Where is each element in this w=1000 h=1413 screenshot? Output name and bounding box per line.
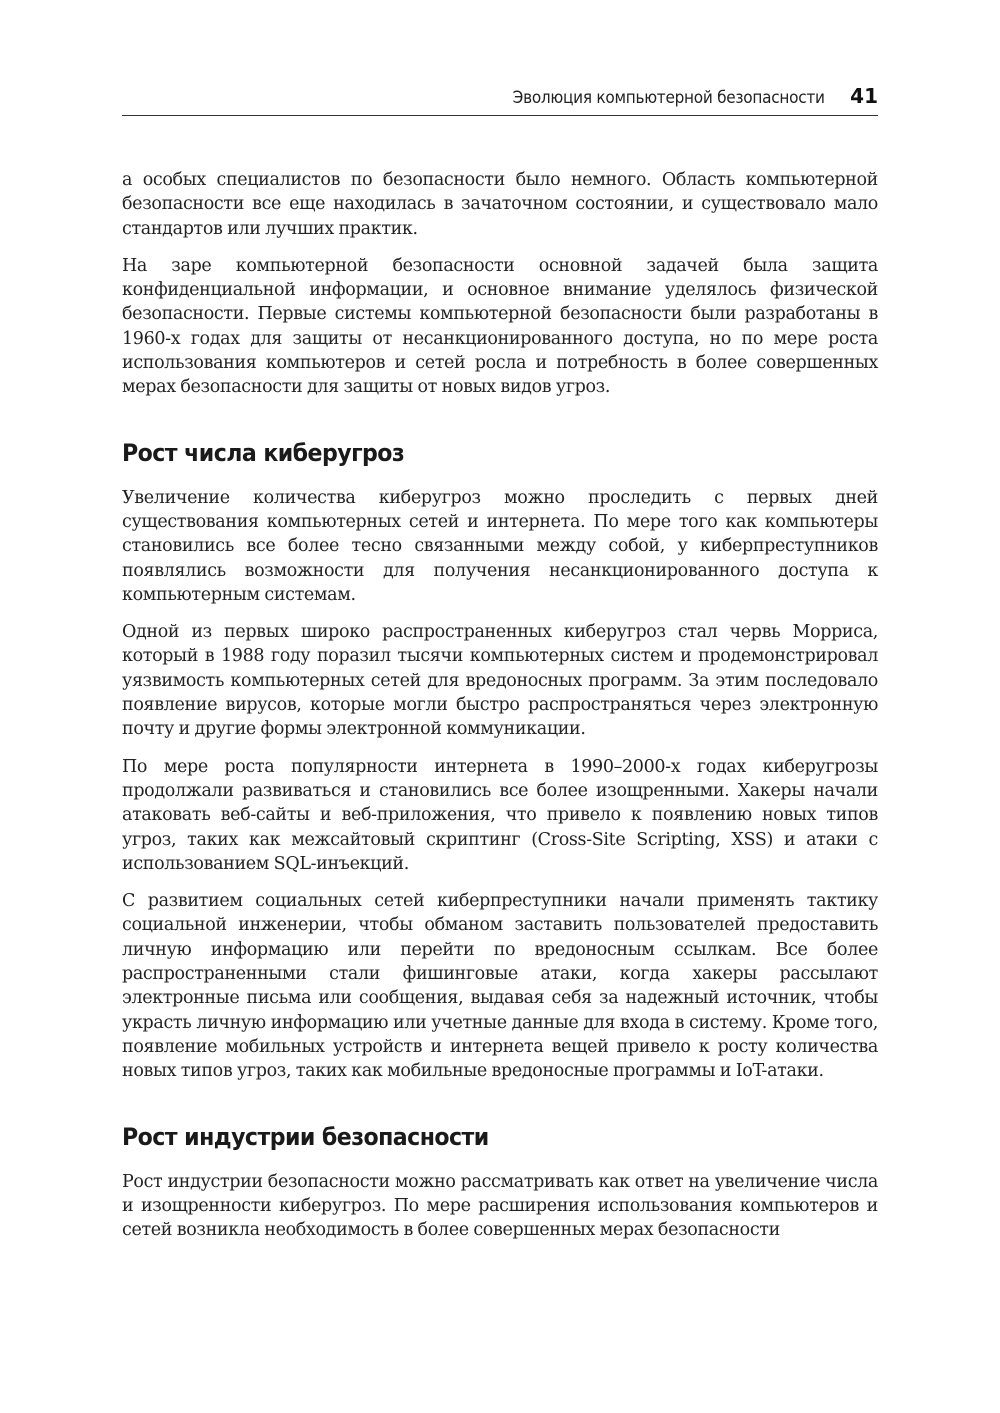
page-body bbox=[122, 168, 878, 1255]
paragraph: Одной из первых широко распространенных киберугроз стал червь Морриса, который в 1988 году поразил тысячи компьютерных систем и продемонстрировал уязвимость компьютерных сетей для вредоносных программ. За этим последовало появление вирусов, которые могли быстро распространяться через электронную почту и другие формы электронной коммуникации. bbox=[122, 622, 878, 740]
paragraph: а особых специалистов по безопасности было немного. Область компьютерной безопасности все еще находилась в зачаточном состоянии, и существовало мало стандартов или лучших практик. bbox=[122, 170, 878, 239]
page-number: 41 bbox=[850, 84, 878, 108]
section-heading: Рост числа киберугроз bbox=[122, 438, 405, 467]
header-rule bbox=[122, 115, 878, 116]
paragraph: С развитием социальных сетей киберпреступники начали применять тактику социальной инженерии, чтобы обманом заставить пользователей предоставить личную информацию или перейти по вредоносным ссылкам. Все более распространенными стали фишинговые атаки, когда хакеры рассылают электронные письма или сообщения, выдавая себя за надежный источник, чтобы украсть личную информацию или учетные данные для входа в систему. Кроме того, появление мобильных устройств и интернета вещей привело к росту количества новых типов угроз, таких как мобильные вредоносные программы и IoT-атаки. bbox=[122, 891, 878, 1082]
section-heading: Рост индустрии безопасности bbox=[122, 1122, 489, 1151]
running-title: Эволюция компьютерной безопасности bbox=[512, 88, 825, 108]
running-header bbox=[122, 84, 878, 112]
paragraph: Рост индустрии безопасности можно рассматривать как ответ на увеличение числа и изощренности киберугроз. По мере расширения использования компьютеров и сетей возникла необходимость в более совершенных мерах безопасности bbox=[122, 1171, 878, 1241]
paragraph: По мере роста популярности интернета в 1990–2000-х годах киберугрозы продолжали развиваться и становились все более изощренными. Хакеры начали атаковать веб-сайты и веб-приложения, что привело к появлению новых типов угроз, таких как межсайтовый скриптинг (Cross-Site Scripting, XSS) и атаки с использованием SQL-инъекций. bbox=[122, 756, 878, 874]
paragraph: Увеличение количества киберугроз можно проследить с первых дней существования компьютерных сетей и интернета. По мере того как компьютеры становились все более тесно связанными между собой, у киберпреступников появлялись возможности для получения несанкционированного доступа к компьютерным системам. bbox=[122, 487, 878, 605]
paragraph: На заре компьютерной безопасности основной задачей была защита конфиденциальной информации, и основное внимание уделялось физической безопасности. Первые системы компьютерной безопасности были разработаны в 1960-х годах для защиты от несанкционированного доступа, но по мере роста использования компьютеров и сетей росла и потребность в более совершенных мерах безопасности для защиты от новых видов угроз. bbox=[122, 255, 878, 398]
